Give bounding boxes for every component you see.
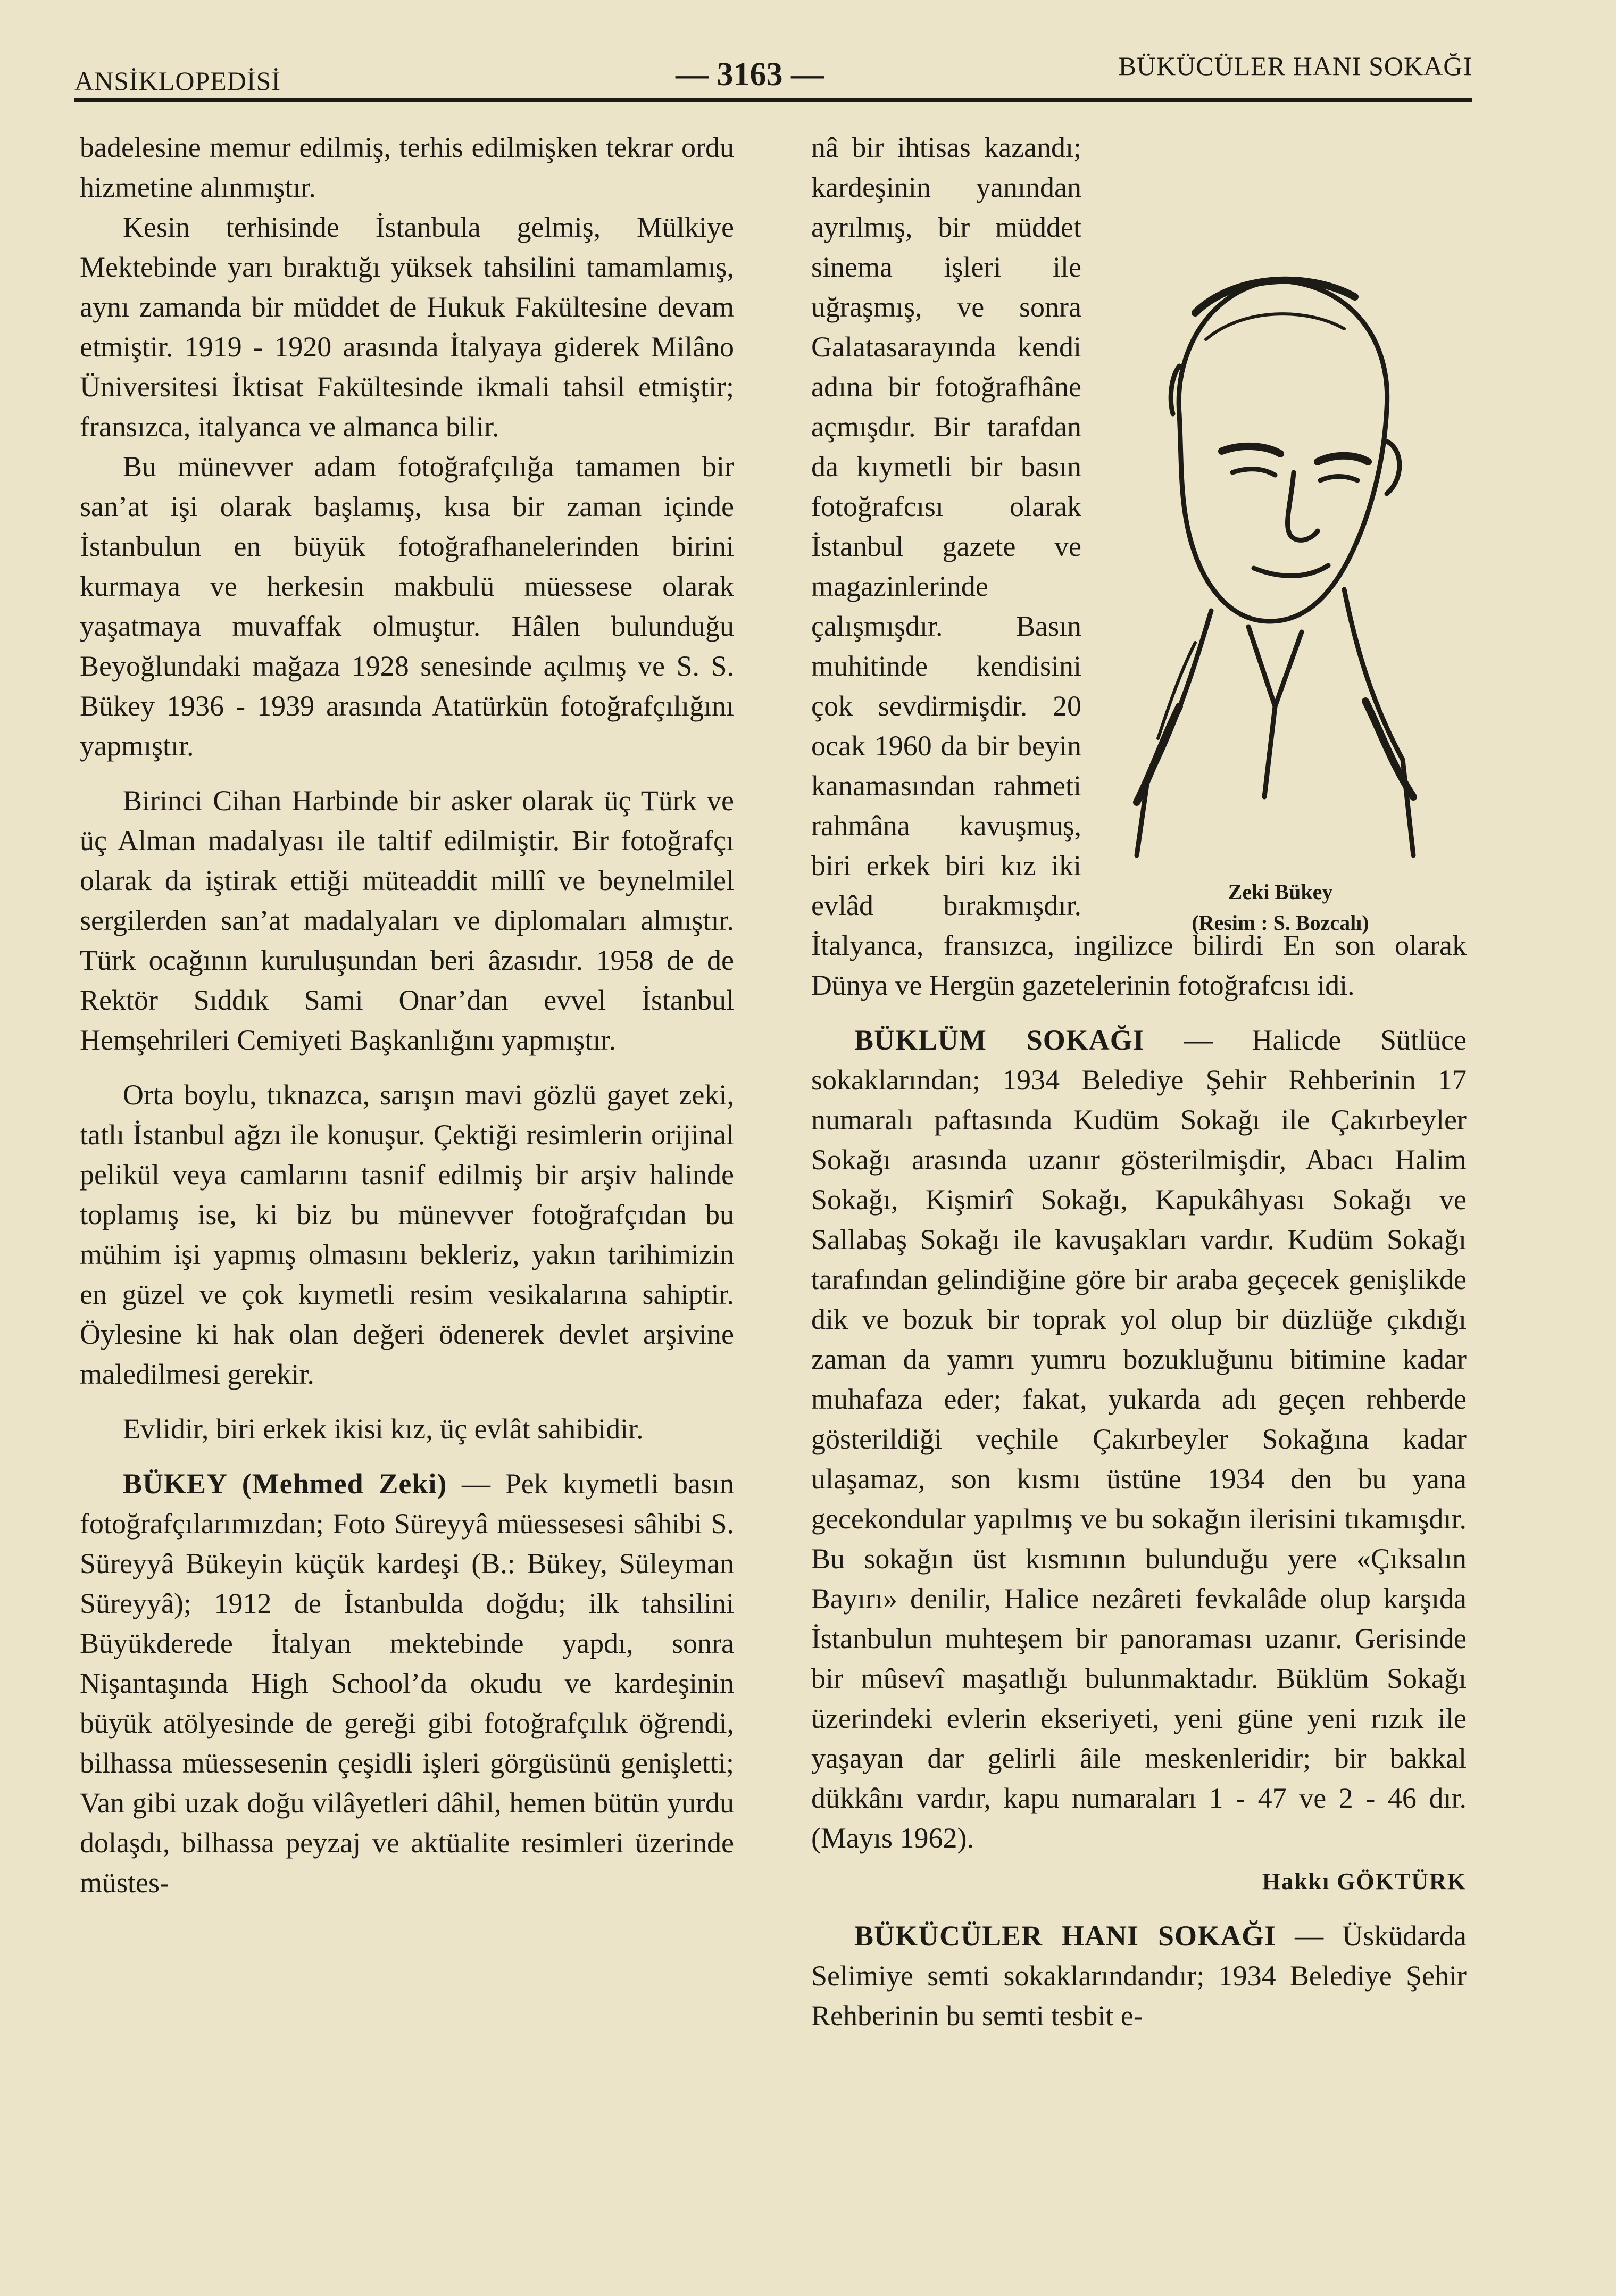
paragraph: Orta boylu, tıknazca, sarışın mavi gözlü gayet zeki, tatlı İstanbul ağzı ile konuşur. Çektiği resimlerin orijinal pelikül veya camlarını tasnif edilmiş bir arşiv halinde toplamış ise, ki biz bu münevver fotoğrafçıdan bu mühim işi yapmış olmasını bekleriz, yakın tarihimizin en güzel ve çok kıymetli resim vesikalarına sahiptir. Öylesine ki hak olan değeri ödenerek devlet arşivine maledilmesi gerekir. [80, 1079, 734, 1390]
header-encyclopedia-title: ANSİKLOPEDİSİ [74, 66, 281, 96]
entry-title: BÜKÜCÜLER HANI SOKAĞI [854, 1920, 1277, 1952]
paragraph: badelesine memur edilmiş, terhis edilmişken tekrar ordu hizmetine alınmıştır. [80, 131, 734, 203]
page-number: — 3163 — [676, 56, 824, 93]
paragraph: Evlidir, biri erkek ikisi kız, üç evlât sahibidir. [123, 1413, 644, 1445]
right-column [811, 128, 1467, 2036]
entry-bukuculer [811, 1916, 1467, 2036]
paragraph: Birinci Cihan Harbinde bir asker olarak üç Türk ve üç Alman madalyası ile taltif edilmiştir. Bir fotoğrafçı olarak da iştirak ettiği müteaddit millî ve beynelmilel sergilerden san’at madalyaları ve diplomaları almıştır. Türk ocağının kuruluşundan beri âzasıdır. 1958 de de Rektör Sıddık Sami Onar’dan evvel İstanbul Hemşehrileri Cemiyeti Başkanlığını yapmıştır. [80, 785, 734, 1056]
entry-bukey [80, 1464, 734, 1903]
entry-text: — Pek kıymetli basın fotoğrafçılarımızdan; Foto Süreyyâ müessesesi sâhibi S. Süreyyâ Bükeyin küçük kardeşi (B.: Bükey, Süleyman Süreyyâ); 1912 de İstanbulda doğdu; ilk tahsilini Büyükderede İtalyan mektebinde yapdı, sonra Nişantaşında High School’da okudu ve kardeşinin büyük atölyesinde de gereği gibi fotoğrafçılık öğrendi, bilhassa müessesenin çeşidli işleri görgüsünü genişletti; Van gibi uzak doğu vilâyetleri dâhil, hemen bütün yurdu dolaşdı, bilhassa peyzaj ve aktüalite resimleri üzerinde müstes- [80, 1468, 735, 1899]
caption-name: Zeki Bükey [1228, 880, 1333, 904]
figure-caption [1094, 877, 1467, 938]
entry-text: — Halicde Sütlüce sokaklarından; 1934 Belediye Şehir Rehberinin 17 numaralı paftasında Kudüm Sokağı ile Çakırbeyler Sokağı arasında uzanır gösterilmişdir, Abacı Halim Sokağı, Kişmirî Sokağı, Kapukâhyası Sokağı ve Sallabaş Sokağı ile kavuşakları vardır. Kudüm Sokağı tarafından gelindiğine göre bir araba geçecek genişlikde dik ve bozuk bir toprak yol olup bir düzlüğe çıkdığı zaman da yamrı yumru bozukluğunu bitimine kadar muhafaza eder; fakat, yukarda adı geçen rehberde gösterildiği veçhile Çakırbeyler Sokağına kadar ulaşamaz, son kısmı üstüne 1934 den bu yana gecekondular yapılmış ve bu sokağın ilerisini tıkamışdır. Bu sokağın üst kısmının bulunduğu yere «Çıksalın Bayırı» denilir, Halice nezâreti fevkalâde olup karşıda İstanbulun muhteşem bir panoraması uzanır. Gerisinde bir mûsevî maşatlığı bulunmaktadır. Büklüm Sokağı üzerindeki evlerin ekseriyeti, yeni güne yeni rızık ile yaşayan dar gelirli âile meskenleridir; bir bakkal dükkânı vardır, kapu numaraları 1 - 47 ve 2 - 46 dır. (Mayıs 1962). [811, 1024, 1467, 1854]
paragraph: Bu münevver adam fotoğrafçılığa tamamen bir san’at işi olarak başlamış, kısa bir zaman içinde İstanbulun en büyük fotoğrafhanelerinden birini kurmaya ve herkesin makbulü müessese olarak yaşatmaya muvaffak olmuştur. Hâlen bulunduğu Beyoğlundaki mağaza 1928 senesinde açılmış ve S. S. Bükey 1936 - 1939 arasında Atatürkün fotoğrafçılığını yapmıştır. [80, 451, 734, 762]
caption-credit: (Resim : S. Bozcalı) [1192, 911, 1369, 935]
entry-title: BÜKEY (Mehmed Zeki) [123, 1468, 447, 1500]
header-running-title: BÜKÜCÜLER HANI SOKAĞI [1118, 51, 1472, 81]
portrait-sketch [1115, 238, 1424, 866]
entry-text: — Üsküdarda Selimiye semti sokaklarındandır; 1934 Belediye Şehir Rehberinin bu semti tesbit e- [811, 1920, 1467, 2032]
entry-title: BÜKLÜM SOKAĞI [854, 1024, 1145, 1056]
page-header [74, 51, 1472, 104]
header-rule [74, 98, 1472, 102]
paragraph: Kesin terhisinde İstanbula gelmiş, Mülkiye Mektebinde yarı bıraktığı yüksek tahsilini tamamlamış, aynı zamanda bir müddet de Hukuk Fakültesine devam etmiştir. 1919 - 1920 arasında İtalyaya giderek Milâno Üniversitesi İktisat Fakültesinde ikmali tahsil etmiştir; fransızca, italyanca ve almanca bilir. [80, 211, 734, 443]
author-signature: Hakkı GÖKTÜRK [1262, 1868, 1467, 1894]
entry-buklum [811, 1020, 1467, 1858]
left-column [80, 128, 734, 1903]
portrait-figure [1094, 217, 1467, 935]
paragraph: nâ bir ihtisas kazandı; kardeşinin yanından ayrılmış, bir müddet sinema işleri ile uğraşmış, ve sonra Galatasarayında kendi adına bir fotoğrafhâne açmışdır. Bir tarafdan da kıymetli bir basın fotoğrafcısı olarak İstanbul gazete ve magazinlerinde çalışmışdır. Basın muhitinde kendisini çok sevdirmişdir. 20 ocak 1960 da bir beyin kanamasından rahmeti rahmâna kavuşmuş, biri erkek biri kız iki evlâd bırakmışdır. İtalyanca, fransızca, ingilizce bilirdi En son olarak Dünya ve Hergün gazetelerinin fotoğrafcısı idi. [811, 131, 1467, 1001]
